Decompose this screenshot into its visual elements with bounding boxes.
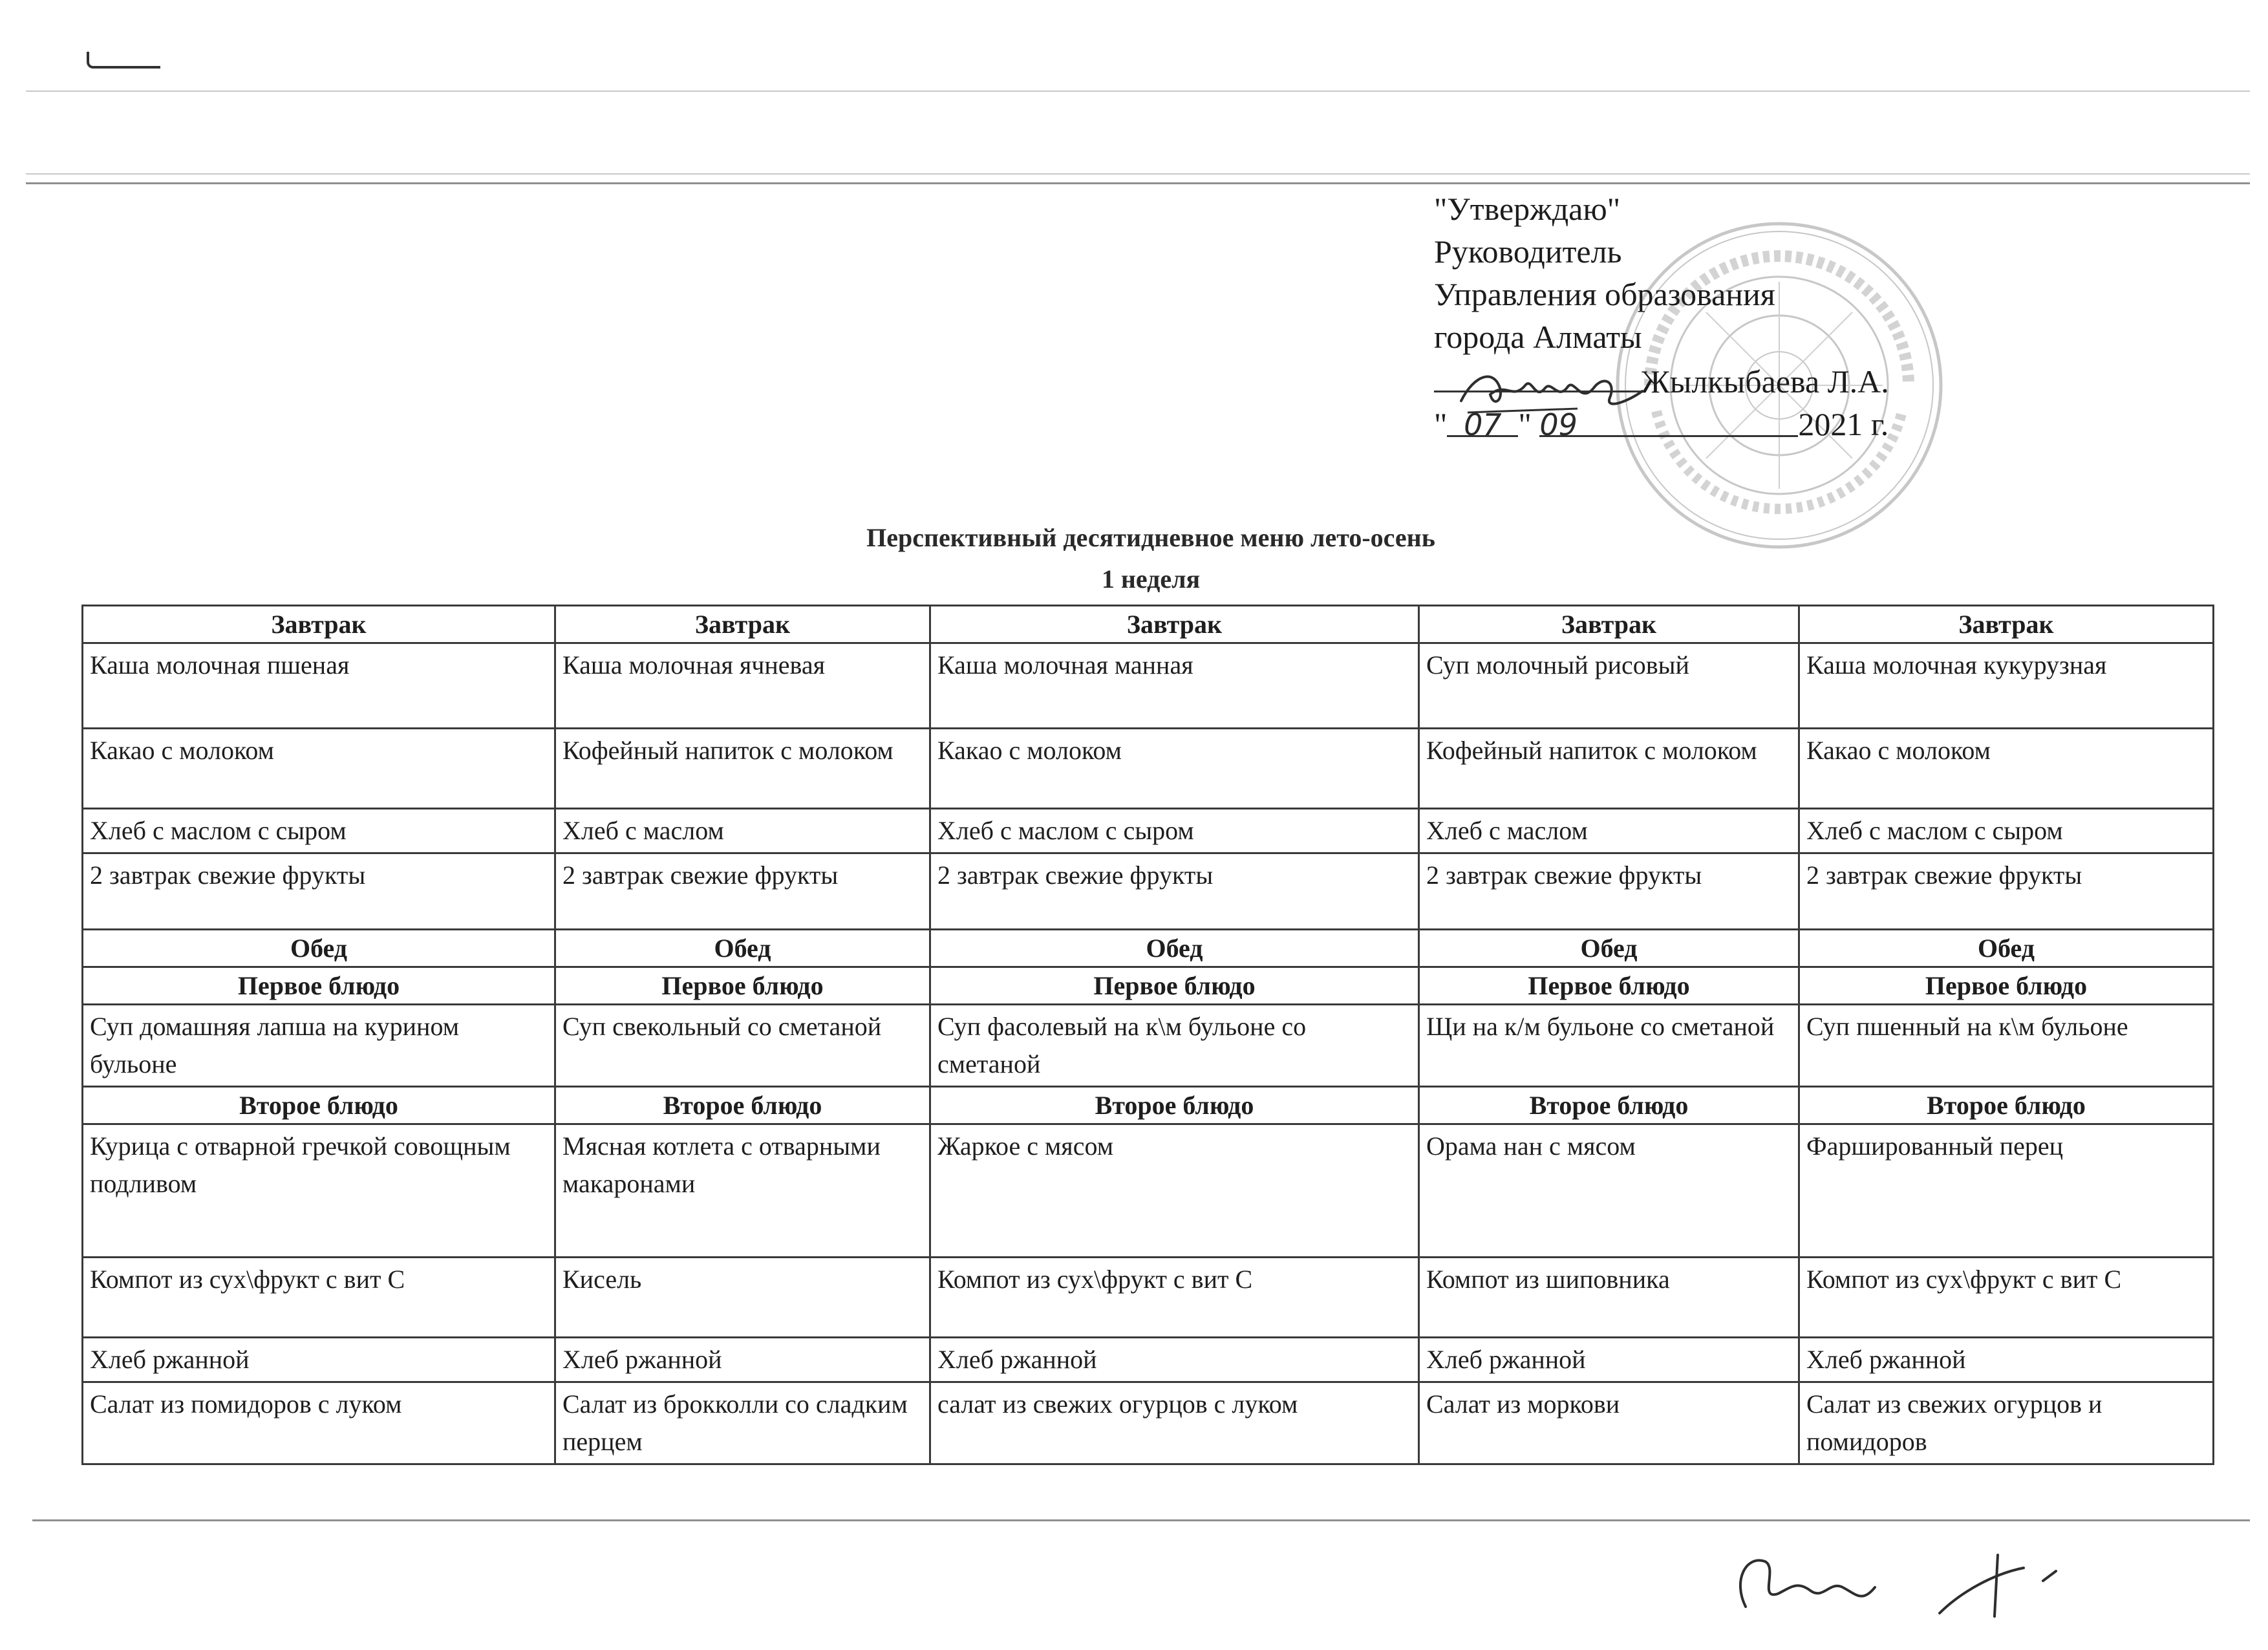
section-header: Второе блюдо xyxy=(83,1087,555,1124)
table-cell: Суп пшенный на к\м бульоне xyxy=(1799,1005,2214,1087)
section-header: Обед xyxy=(1419,930,1799,967)
approval-line: "Утверждаю" xyxy=(1434,191,1621,227)
approval-day: 07 xyxy=(1464,407,1502,442)
table-cell: Хлеб ржанной xyxy=(930,1338,1419,1382)
section-header: Первое блюдо xyxy=(83,967,555,1005)
table-cell: 2 завтрак свежие фрукты xyxy=(555,853,930,930)
table-cell: Хлеб ржанной xyxy=(1419,1338,1799,1382)
table-cell: Хлеб ржанной xyxy=(1799,1338,2214,1382)
section-header: Второе блюдо xyxy=(1799,1087,2214,1124)
table-cell: Каша молочная ячневая xyxy=(555,643,930,729)
quote-close: " xyxy=(1518,406,1532,442)
table-cell: Какао с молоком xyxy=(83,729,555,809)
table-cell: Какао с молоком xyxy=(1799,729,2214,809)
table-cell: Салат из брокколли со сладким перцем xyxy=(555,1382,930,1464)
table-cell: Хлеб с маслом с сыром xyxy=(1799,809,2214,853)
scan-mark xyxy=(87,52,160,69)
section-header: Первое блюдо xyxy=(1799,967,2214,1005)
approval-month: 09 xyxy=(1539,407,1578,442)
table-cell: Кофейный напиток с молоком xyxy=(555,729,930,809)
table-cell: Салат из моркови xyxy=(1419,1382,1799,1464)
scan-line xyxy=(26,182,2250,184)
table-cell: салат из свежих огурцов с луком xyxy=(930,1382,1419,1464)
lunch-header-row xyxy=(83,930,2214,967)
column-header: Завтрак xyxy=(1799,606,2214,643)
table-cell: Мясная котлета с отварными макаронами xyxy=(555,1124,930,1258)
handwritten-signature-icon xyxy=(1720,1542,2121,1620)
table-row xyxy=(83,1258,2214,1338)
table-row xyxy=(83,1338,2214,1382)
section-header: Первое блюдо xyxy=(930,967,1419,1005)
table-cell: Каша молочная манная xyxy=(930,643,1419,729)
table-cell: Фаршированный перец xyxy=(1799,1124,2214,1258)
table-cell: Кисель xyxy=(555,1258,930,1338)
section-header: Обед xyxy=(1799,930,2214,967)
table-cell: 2 завтрак свежие фрукты xyxy=(83,853,555,930)
table-cell: Суп свекольный со сметаной xyxy=(555,1005,930,1087)
table-cell: 2 завтрак свежие фрукты xyxy=(1799,853,2214,930)
table-cell: Компот из сух\фрукт с вит С xyxy=(83,1258,555,1338)
table-cell: 2 завтрак свежие фрукты xyxy=(930,853,1419,930)
approver-name: Жылкыбаева Л.А. xyxy=(1641,363,1889,400)
table-row xyxy=(83,853,2214,930)
quote-open: " xyxy=(1434,406,1448,442)
table-cell: Хлеб с маслом xyxy=(555,809,930,853)
table-cell: Суп домашняя лапша на курином бульоне xyxy=(83,1005,555,1087)
scan-line xyxy=(26,173,2250,175)
menu-table xyxy=(81,605,2214,1465)
table-cell: Суп фасолевый на к\м бульоне со сметаной xyxy=(930,1005,1419,1087)
section-header: Обед xyxy=(930,930,1419,967)
section-header: Обед xyxy=(555,930,930,967)
table-cell: Какао с молоком xyxy=(930,729,1419,809)
table-cell: 2 завтрак свежие фрукты xyxy=(1419,853,1799,930)
column-header: Завтрак xyxy=(83,606,555,643)
table-cell: Хлеб с маслом с сыром xyxy=(83,809,555,853)
table-cell: Щи на к/м бульоне со сметаной xyxy=(1419,1005,1799,1087)
table-row xyxy=(83,809,2214,853)
table-cell: Хлеб ржанной xyxy=(555,1338,930,1382)
scan-line xyxy=(26,91,2250,92)
table-cell: Суп молочный рисовый xyxy=(1419,643,1799,729)
table-cell: Каша молочная кукурузная xyxy=(1799,643,2214,729)
table-cell: Кофейный напиток с молоком xyxy=(1419,729,1799,809)
scan-line xyxy=(32,1519,2250,1521)
table-cell: Салат из свежих огурцов и помидоров xyxy=(1799,1382,2214,1464)
table-cell: Компот из сух\фрукт с вит С xyxy=(930,1258,1419,1338)
table-cell: Жаркое с мясом xyxy=(930,1124,1419,1258)
section-header: Первое блюдо xyxy=(1419,967,1799,1005)
column-header: Завтрак xyxy=(1419,606,1799,643)
approval-organization: Управления образования xyxy=(1434,276,1775,312)
table-row xyxy=(83,729,2214,809)
section-header: Обед xyxy=(83,930,555,967)
table-row xyxy=(83,1382,2214,1464)
table-cell: Хлеб ржанной xyxy=(83,1338,555,1382)
table-cell: Салат из помидоров с луком xyxy=(83,1382,555,1464)
table-row xyxy=(83,1005,2214,1087)
section-header: Второе блюдо xyxy=(1419,1087,1799,1124)
table-row xyxy=(83,1124,2214,1258)
handwritten-signature-icon xyxy=(1455,362,1649,420)
table-cell: Хлеб с маслом с сыром xyxy=(930,809,1419,853)
table-header-row xyxy=(83,606,2214,643)
column-header: Завтрак xyxy=(555,606,930,643)
approval-year-suffix: г. xyxy=(1870,406,1889,442)
table-cell: Каша молочная пшеная xyxy=(83,643,555,729)
second-course-header-row xyxy=(83,1087,2214,1124)
section-header: Второе блюдо xyxy=(555,1087,930,1124)
document-title: Перспективный десятидневное меню лето-осень xyxy=(866,523,1435,552)
table-cell: Компот из шиповника xyxy=(1419,1258,1799,1338)
section-header: Второе блюдо xyxy=(930,1087,1419,1124)
approval-position: Руководитель xyxy=(1434,233,1622,270)
first-course-header-row xyxy=(83,967,2214,1005)
column-header: Завтрак xyxy=(930,606,1419,643)
section-header: Первое блюдо xyxy=(555,967,930,1005)
document-subtitle: 1 неделя xyxy=(1101,564,1201,594)
approval-year: 2021 xyxy=(1798,406,1863,442)
approval-city: города Алматы xyxy=(1434,319,1642,355)
table-cell: Компот из сух\фрукт с вит С xyxy=(1799,1258,2214,1338)
table-cell: Хлеб с маслом xyxy=(1419,809,1799,853)
table-cell: Курица с отварной гречкой совощным подливом xyxy=(83,1124,555,1258)
table-cell: Орама нан с мясом xyxy=(1419,1124,1799,1258)
table-row xyxy=(83,643,2214,729)
